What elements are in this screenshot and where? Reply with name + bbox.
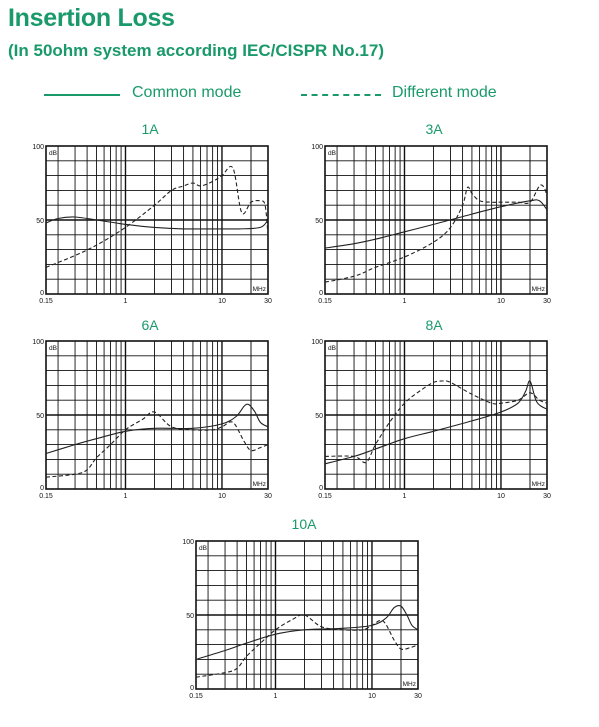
y-tick-label: 50 <box>315 218 323 225</box>
x-unit-label: MHz <box>531 481 545 488</box>
y-tick-label: 0 <box>319 290 323 297</box>
common-mode-curve-10a <box>196 606 418 660</box>
page-title: Insertion Loss <box>8 4 175 32</box>
x-tick-label: 1 <box>273 693 278 700</box>
x-unit-label: MHz <box>402 681 416 688</box>
y-unit-label: dB <box>49 150 57 157</box>
y-tick-label: 50 <box>36 413 44 420</box>
x-tick-label: 0.15 <box>189 693 203 700</box>
y-tick-label: 0 <box>319 485 323 492</box>
x-tick-label: 10 <box>218 493 226 500</box>
chart-3a <box>311 144 551 305</box>
different-mode-curve-3a <box>325 185 547 282</box>
common-mode-curve-6a <box>46 404 268 453</box>
y-tick-label: 50 <box>186 613 194 620</box>
grid-horizontal <box>325 356 547 474</box>
x-tick-label: 30 <box>264 298 272 305</box>
x-tick-label: 0.15 <box>318 298 332 305</box>
chart-1a <box>32 144 272 305</box>
x-tick-label: 10 <box>368 693 376 700</box>
x-tick-label: 10 <box>497 298 505 305</box>
legend-different-mode-label: Different mode <box>392 84 497 101</box>
y-unit-label: dB <box>199 545 207 552</box>
x-unit-label: MHz <box>252 481 266 488</box>
grid-horizontal <box>325 161 547 279</box>
y-tick-label: 0 <box>40 290 44 297</box>
x-unit-label: MHz <box>252 286 266 293</box>
legend-common-mode <box>44 84 274 104</box>
legend-common-mode-label: Common mode <box>132 84 242 101</box>
x-tick-label: 0.15 <box>39 493 53 500</box>
x-tick-label: 30 <box>264 493 272 500</box>
x-tick-label: 10 <box>497 493 505 500</box>
grid-horizontal <box>196 556 418 674</box>
x-unit-label: MHz <box>531 286 545 293</box>
chart-8a <box>311 339 551 500</box>
grid-horizontal <box>46 356 268 474</box>
chart-title-1a: 1A <box>141 121 159 137</box>
x-tick-label: 30 <box>414 693 422 700</box>
x-tick-label: 0.15 <box>318 493 332 500</box>
y-tick-label: 100 <box>311 339 323 346</box>
y-tick-label: 0 <box>190 685 194 692</box>
x-tick-label: 30 <box>543 493 551 500</box>
chart-title-6a: 6A <box>141 317 159 333</box>
legend-dashed-line-swatch <box>301 94 381 96</box>
y-tick-label: 0 <box>40 485 44 492</box>
common-mode-curve-8a <box>325 381 547 464</box>
different-mode-curve-8a <box>325 381 547 463</box>
y-tick-label: 100 <box>32 339 44 346</box>
y-unit-label: dB <box>49 345 57 352</box>
x-tick-label: 30 <box>543 298 551 305</box>
y-tick-label: 100 <box>32 144 44 151</box>
y-tick-label: 100 <box>182 539 194 546</box>
chart-title-10a: 10A <box>291 516 317 532</box>
x-tick-label: 10 <box>218 298 226 305</box>
x-tick-label: 1 <box>123 493 128 500</box>
y-unit-label: dB <box>328 150 336 157</box>
x-tick-label: 1 <box>402 493 407 500</box>
different-mode-curve-10a <box>196 615 418 677</box>
grid-horizontal <box>46 161 268 279</box>
chart-10a <box>182 539 422 700</box>
x-tick-label: 1 <box>402 298 407 305</box>
y-tick-label: 100 <box>311 144 323 151</box>
chart-6a <box>32 339 272 500</box>
chart-title-3a: 3A <box>425 121 443 137</box>
legend-solid-line-swatch <box>44 94 120 96</box>
chart-title-8a: 8A <box>425 317 443 333</box>
legend-different-mode <box>301 84 531 104</box>
page-subtitle: (In 50ohm system according IEC/CISPR No.17) <box>8 41 384 60</box>
y-tick-label: 50 <box>36 218 44 225</box>
common-mode-curve-1a <box>46 217 268 229</box>
y-unit-label: dB <box>328 345 336 352</box>
x-tick-label: 0.15 <box>39 298 53 305</box>
y-tick-label: 50 <box>315 413 323 420</box>
x-tick-label: 1 <box>123 298 128 305</box>
